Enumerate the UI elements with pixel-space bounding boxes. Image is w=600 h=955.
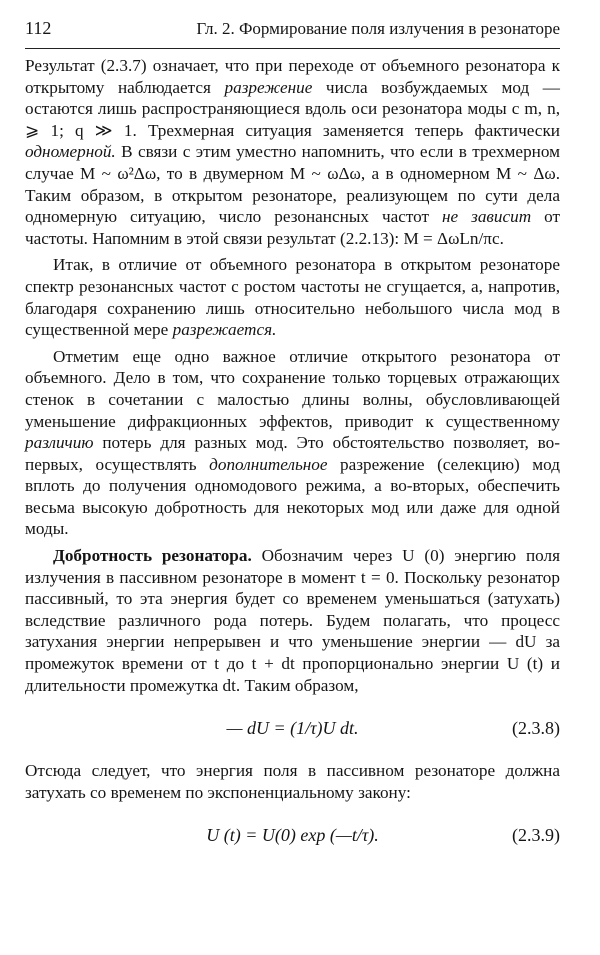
running-title: Гл. 2. Формирование поля излучения в резонаторе (196, 19, 560, 38)
text-run: Отметим еще одно важное отличие открытого резонатора от объемного. Дело в том, что сохранение только торцевых отражающих стенок в сочетании с малостью длины волны, обусловливающей уменьшение дифракционных эффектов, приводит к существенному (25, 346, 560, 431)
emphasis: различию (25, 433, 94, 453)
text-run: разрежение (селекцию) мод вплоть до получения одномодового режима, а во-вторых, обеспечить весьма высокую добротность для некоторых мод или даже для одной моды. (25, 454, 560, 539)
text-run: числа возбуждаемых мод — остаются лишь распространяющиеся вдоль оси резонатора моды с m, n, ⩾ 1; q ≫ 1. Трехмерная ситуация заменяется теперь фактически (25, 77, 560, 140)
text-run: от частоты. Напомним в этой связи результат (2.2.13): M = ΔωLn/πc. (25, 207, 560, 248)
emphasis: дополнительное (209, 454, 328, 474)
emphasis: не зависит (442, 207, 532, 227)
emphasis: разрежается. (172, 320, 277, 340)
equation-expression: — dU = (1/τ)U dt. (226, 717, 359, 738)
paragraph-2 (25, 254, 560, 340)
header-rule (25, 48, 560, 49)
equation-2-3-9 (25, 817, 560, 853)
text-run: Результат (2.3.7) означает, что при переходе от объемного резонатора к открытому наблюдается (25, 56, 560, 97)
equation-expression: U (t) = U(0) exp (—t/τ). (206, 824, 379, 845)
text-run: потерь для разных мод. Это обстоятельство позволяет, во-первых, осуществлять (25, 433, 560, 474)
text-run: Обозначим через U (0) энергию поля излучения в пассивном резонаторе в момент t = 0. Поскольку резонатор пассивный, то эта энергия будет со временем уменьшаться (затухать) вследствие различного рода потерь. Будем полагать, что процесс затухания энергии непрерывен и что уменьшение энергии — dU за промежуток времени от t до t + dt пропорционально энергии U (t) и длительности промежутка dt. Таким образом, (25, 546, 560, 695)
emphasis: одномерной. (25, 142, 116, 162)
equation-2-3-8 (25, 710, 560, 746)
running-header (25, 18, 560, 44)
text-run: Отсюда следует, что энергия поля в пассивном резонаторе должна затухать со временем по экспоненциальному закону: (25, 761, 560, 802)
paragraph-4 (25, 545, 560, 696)
text-run: Итак, в отличие от объемного резонатора в открытом резонаторе спектр резонансных частот с ростом частоты не сгущается, а, напротив, благодаря сохранению лишь относительно небольшого числа мод в существенной мере (25, 255, 560, 340)
paragraph-1 (25, 55, 560, 249)
paragraph-3 (25, 346, 560, 540)
text-run: В связи с этим уместно напомнить, что если в трехмерном случае M ~ ω²Δω, то в двумерном M ~ ωΔω, а в одномерном M ~ Δω. Таким образом, в открытом резонаторе, реализующем по сути дела одномерную ситуацию, число резонансных частот (25, 142, 560, 227)
section-heading: Добротность резонатора. (53, 546, 252, 566)
equation-number: (2.3.9) (512, 824, 560, 845)
equation-number: (2.3.8) (512, 717, 560, 738)
emphasis: разрежение (224, 77, 313, 97)
book-page (25, 18, 560, 867)
page-number: 112 (25, 18, 52, 38)
paragraph-5 (25, 760, 560, 803)
